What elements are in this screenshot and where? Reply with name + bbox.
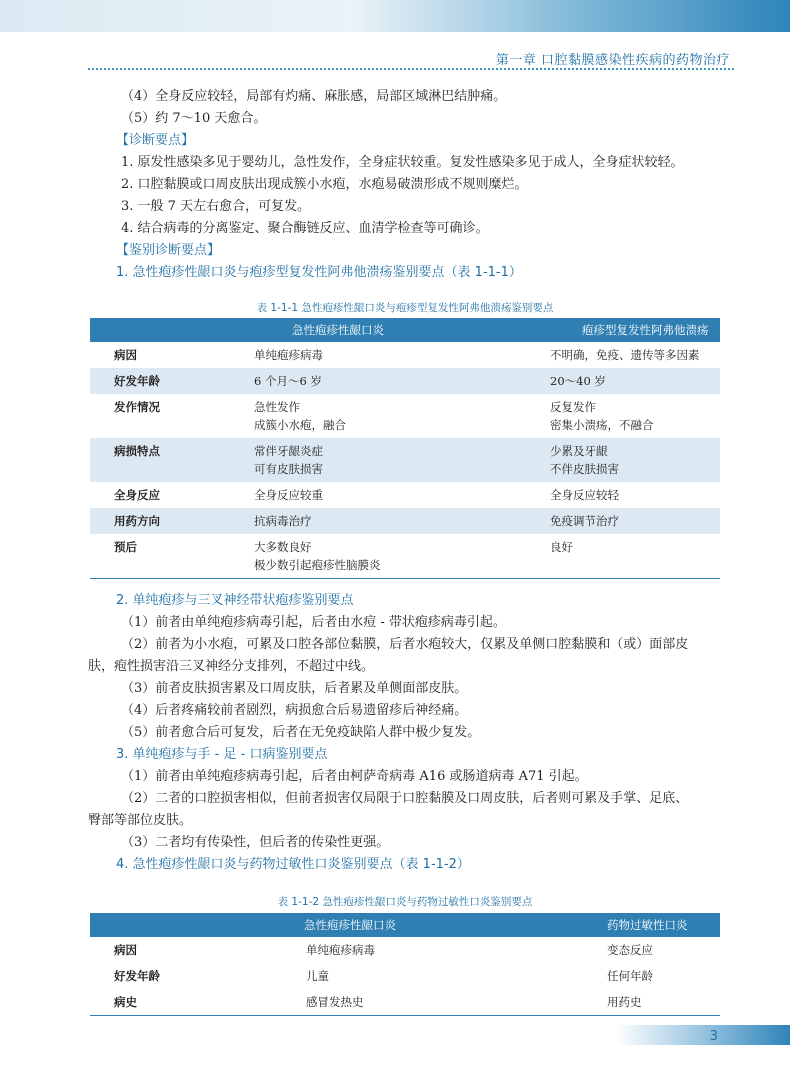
row-label: 好发年龄 <box>90 368 254 394</box>
cell <box>254 394 550 438</box>
paragraph-line: （1）前者由单纯疱疹病毒引起，后者由柯萨奇病毒 A16 或肠道病毒 A71 引起。 <box>121 769 588 784</box>
cell-text: 成簇小水疱，融合 <box>254 418 346 432</box>
table1-caption: 表 1-1-1 急性疱疹性龈口炎与疱疹型复发性阿弗他溃疡鉴别要点 <box>256 302 554 314</box>
table-row <box>90 482 720 508</box>
row-label: 发作情况 <box>114 400 160 414</box>
cell-text: 单纯疱疹病毒 <box>254 348 323 362</box>
cell <box>562 963 720 989</box>
row-label: 全身反应 <box>114 488 160 502</box>
cell <box>254 438 550 482</box>
diagnosis-item: 2. 口腔黏膜或口周皮肤出现成簇小水疱，水疱易破溃形成不规则糜烂。 <box>121 177 528 192</box>
paragraph-line: （5）前者愈合后可复发，后者在无免疫缺陷人群中极少复发。 <box>121 725 481 740</box>
table2 <box>90 913 720 1016</box>
cell <box>254 482 550 508</box>
paragraph-line: 臀部等部位皮肤。 <box>88 813 193 828</box>
cell-text: 变态反应 <box>607 943 653 957</box>
table1-header-col1: 急性疱疹性龈口炎 <box>254 318 550 342</box>
section-heading-differential: 【鉴别诊断要点】 <box>116 243 221 258</box>
row-label: 病损特点 <box>90 438 254 482</box>
subheading-2: 2. 单纯疱疹与三叉神经带状疱疹鉴别要点 <box>116 593 354 608</box>
cell <box>254 368 550 394</box>
header-dotted-rule <box>88 68 734 70</box>
header-band <box>0 0 790 32</box>
row-label: 病史 <box>90 989 254 1016</box>
table1-header-blank <box>90 318 254 342</box>
upper-text-block <box>116 86 724 284</box>
subheading-4: 4. 急性疱疹性龈口炎与药物过敏性口炎鉴别要点（表 1-1-2） <box>116 857 470 872</box>
cell <box>254 963 562 989</box>
table-row <box>90 342 720 368</box>
table-row <box>90 963 720 989</box>
table-row <box>90 508 720 534</box>
table-row <box>90 989 720 1016</box>
cell <box>550 482 720 508</box>
cell-text: 用药史 <box>607 995 642 1009</box>
paragraph-line: （3）二者均有传染性，但后者的传染性更强。 <box>121 835 390 850</box>
diagnosis-item: 4. 结合病毒的分离鉴定、聚合酶链反应、血清学检查等可确诊。 <box>121 221 489 236</box>
chapter-title: 第一章 口腔黏膜感染性疾病的药物治疗 <box>495 53 730 68</box>
paragraph-line: （2）二者的口腔损害相似，但前者损害仅局限于口腔黏膜及口周皮肤，后者则可累及手掌、足底、 <box>121 791 689 806</box>
cell-text: 全身反应较轻 <box>550 488 619 502</box>
row-label: 病因 <box>114 348 137 362</box>
cell <box>562 937 720 963</box>
paragraph-line: （1）前者由单纯疱疹病毒引起，后者由水痘 - 带状疱疹病毒引起。 <box>121 615 506 630</box>
footer-band <box>615 1025 790 1045</box>
cell <box>254 508 550 534</box>
row-label: 用药方向 <box>90 508 254 534</box>
table-row <box>90 368 720 394</box>
cell <box>550 534 720 579</box>
cell <box>254 534 550 579</box>
paragraph-line: （3）前者皮肤损害累及口周皮肤，后者累及单侧面部皮肤。 <box>121 681 468 696</box>
table-row <box>90 438 720 482</box>
cell <box>254 989 562 1016</box>
cell-text: 少累及牙龈 <box>550 444 608 458</box>
cell <box>562 989 720 1016</box>
cell-text: 6 个月～6 岁 <box>254 374 322 388</box>
cell-text: 良好 <box>550 540 573 554</box>
cell <box>550 368 720 394</box>
section-heading-diagnosis: 【诊断要点】 <box>116 133 195 148</box>
cell <box>254 342 550 368</box>
table-row <box>90 394 720 438</box>
middle-text-block <box>88 590 724 876</box>
table2-header-row <box>90 913 720 937</box>
cell-text: 大多数良好 <box>254 540 312 554</box>
cell <box>550 342 720 368</box>
cell-text: 抗病毒治疗 <box>254 514 312 528</box>
paragraph-line: 肤，疱性损害沿三叉神经分支排列，不超过中线。 <box>88 659 375 674</box>
cell-text: 免疫调节治疗 <box>550 514 619 528</box>
cell-text: 感冒发热史 <box>306 995 364 1009</box>
subheading-1: 1. 急性疱疹性龈口炎与疱疹型复发性阿弗他溃疡鉴别要点（表 1-1-1） <box>116 265 522 280</box>
row-label: 预后 <box>90 534 254 579</box>
cell <box>550 394 720 438</box>
page-number: 3 <box>709 1029 718 1044</box>
cell-text: 常伴牙龈炎症 <box>254 444 323 458</box>
cell-text: 极少数引起疱疹性脑膜炎 <box>254 558 381 572</box>
cell-text: 不伴皮肤损害 <box>550 462 619 476</box>
diagnosis-item: 3. 一般 7 天左右愈合，可复发。 <box>121 199 311 214</box>
paragraph-line: （4）全身反应较轻，局部有灼痛、麻胀感，局部区域淋巴结肿痛。 <box>121 89 507 104</box>
row-label: 病因 <box>114 943 137 957</box>
table1-header-col2: 疱疹型复发性阿弗他溃疡 <box>550 318 720 342</box>
cell <box>550 508 720 534</box>
table2-header-col1: 急性疱疹性龈口炎 <box>254 913 562 937</box>
table2-header-blank <box>90 913 254 937</box>
cell-text: 儿童 <box>306 969 329 983</box>
cell-text: 全身反应较重 <box>254 488 323 502</box>
cell <box>550 438 720 482</box>
cell-text: 任何年龄 <box>607 969 653 983</box>
table1-header-row <box>90 318 720 342</box>
table2-caption: 表 1-1-2 急性疱疹性龈口炎与药物过敏性口炎鉴别要点 <box>277 896 533 908</box>
cell-text: 反复发作 <box>550 400 596 414</box>
diagnosis-item: 1. 原发性感染多见于婴幼儿，急性发作，全身症状较重。复发性感染多见于成人，全身症状较轻。 <box>121 155 684 170</box>
cell-text: 急性发作 <box>254 400 300 414</box>
cell-text: 可有皮肤损害 <box>254 462 323 476</box>
cell-text: 单纯疱疹病毒 <box>306 943 375 957</box>
row-label: 好发年龄 <box>114 969 160 983</box>
cell <box>254 937 562 963</box>
paragraph-line: （2）前者为小水疱，可累及口腔各部位黏膜，后者水疱较大，仅累及单侧口腔黏膜和（或）面部皮 <box>121 637 689 652</box>
subheading-3: 3. 单纯疱疹与手 - 足 - 口病鉴别要点 <box>116 747 328 762</box>
cell-text: 不明确，免疫、遗传等多因素 <box>550 348 700 362</box>
table1 <box>90 318 720 579</box>
paragraph-line: （4）后者疼痛较前者剧烈，病损愈合后易遗留疹后神经痛。 <box>121 703 468 718</box>
cell-text: 密集小溃疡，不融合 <box>550 418 654 432</box>
table2-header-col2: 药物过敏性口炎 <box>562 913 720 937</box>
paragraph-line: （5）约 7～10 天愈合。 <box>121 111 267 126</box>
table-row <box>90 534 720 579</box>
table-row <box>90 937 720 963</box>
cell-text: 20～40 岁 <box>550 374 606 388</box>
